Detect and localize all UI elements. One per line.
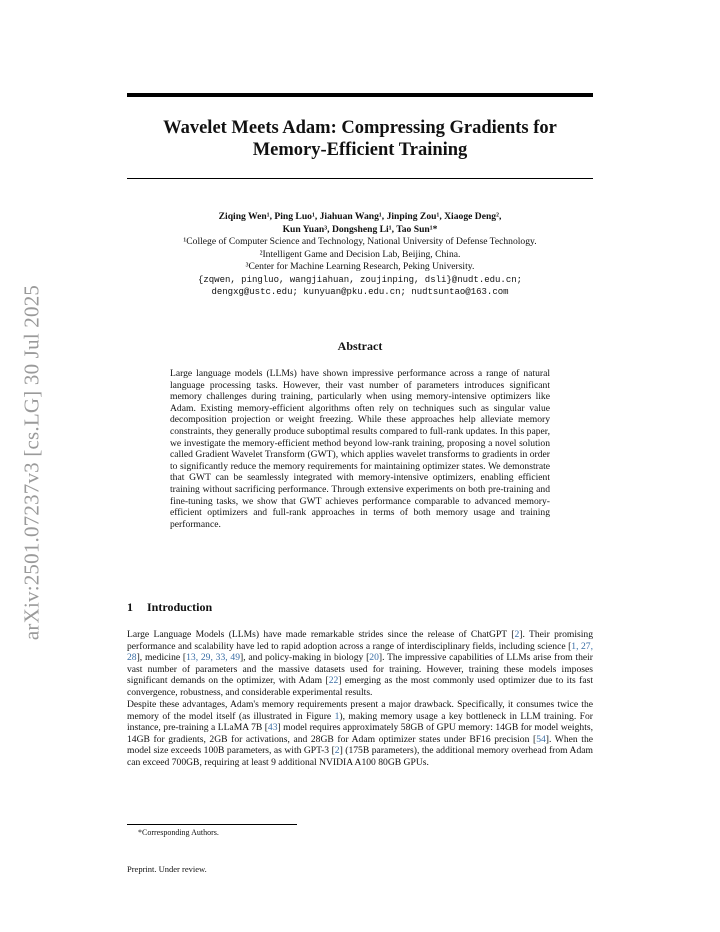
- text-run: ] emerging as the most commonly used optimizer due to its fast convergence, robustness, and considerable experimental results.: [127, 675, 593, 698]
- affiliation-1: ¹College of Computer Science and Technology, National University of Defense Technology.: [183, 236, 537, 247]
- affiliation-3: ³Center for Machine Learning Research, Peking University.: [245, 261, 475, 272]
- author-names-line2: Kun Yuan³, Dongsheng Li¹, Tao Sun¹*: [282, 223, 438, 235]
- text-run: Large Language Models (LLMs) have made remarkable strides since the release of ChatGPT [: [127, 629, 515, 640]
- title-bottom-rule: [127, 178, 593, 179]
- citation-link[interactable]: 20: [369, 652, 379, 664]
- section-number: 1: [127, 600, 133, 614]
- paper-title: Wavelet Meets Adam: Compressing Gradients for Memory-Efficient Training: [163, 118, 557, 160]
- section-title: Introduction: [147, 600, 213, 614]
- author-emails-2: dengxg@ustc.edu; kunyuan@pku.edu.cn; nudtsuntao@163.com: [211, 287, 509, 297]
- title-top-rule: [127, 93, 593, 97]
- section-heading-introduction: [127, 600, 593, 615]
- preprint-note: Preprint. Under review.: [127, 864, 207, 874]
- citation-link[interactable]: 13, 29, 33, 49: [186, 652, 241, 664]
- author-block: [127, 211, 593, 299]
- footnote-corresponding-authors: *Corresponding Authors.: [138, 828, 219, 837]
- citation-link[interactable]: 54: [536, 733, 546, 745]
- author-emails-1: {zqwen, pingluo, wangjiahuan, zoujinping, dsli}@nudt.edu.cn;: [197, 274, 523, 285]
- footnote-rule: [127, 824, 297, 825]
- citation-link[interactable]: 22: [328, 675, 339, 687]
- citation-link[interactable]: 2: [514, 629, 520, 640]
- text-run: ], and policy-making in biology [: [240, 652, 370, 664]
- abstract-heading: Abstract: [337, 339, 383, 353]
- text-run: ], medicine [: [136, 652, 187, 664]
- text-run: ] (175B parameters), the additional memory overhead from Adam can exceed 700GB, requiring at least 9 additional NVIDIA A100 80GB GPUs.: [127, 745, 593, 768]
- text-run: ]. When the model size exceeds 100B parameters, as with GPT-3 [: [127, 733, 593, 757]
- intro-paragraph-1: [127, 629, 593, 699]
- citation-link[interactable]: 2: [334, 745, 340, 757]
- citation-link[interactable]: 1, 27, 28: [127, 640, 593, 664]
- arxiv-id-text: arXiv:2501.07237v3 [cs.LG] 30 Jul 2025: [19, 284, 44, 641]
- text-run: ] model requires approximately 58GB of GPU memory: 14GB for model weights, 14GB for gradients, 2GB for activations, and 28GB for Adam optimizer states under BF16 precision [: [127, 722, 593, 745]
- text-run: Despite these advantages, Adam's memory requirements present a major drawback. Specifically, it consumes twice the memory of the model itself (as illustrated in Figure: [127, 699, 593, 722]
- text-run: ]. Their promising performance and scalability have led to rapid adoption across a range of interdisciplinary fields, including science [: [127, 629, 594, 652]
- citation-link[interactable]: 43: [267, 722, 278, 734]
- text-run: ]. The impressive capabilities of LLMs arise from their vast number of parameters and the massive datasets used for training. However, training these models imposes significant demands on the optimizer, with Adam [: [127, 652, 594, 687]
- affiliation-2: ²Intelligent Game and Decision Lab, Beijing, China.: [259, 248, 461, 260]
- intro-paragraph-2: [127, 699, 593, 769]
- author-names-line1: Ziqing Wen¹, Ping Luo¹, Jiahuan Wang¹, Jinping Zou¹, Xiaoge Deng²,: [218, 211, 502, 222]
- abstract-text: Large language models (LLMs) have shown impressive performance across a range of natural language processing tasks. However, their vast number of parameters introduces significant memory challenges during training, particularly when using memory-intensive optimizers like Adam. Existing memory-efficient algorithms often rely on techniques such as singular value decomposition projection or weight freezing. While these approaches help alleviate memory constraints, they generally produce suboptimal results compared to full-rank updates. In this paper, we investigate the memory-efficient method beyond low-rank training, proposing a novel solution called Gradient Wavelet Transform (GWT), which applies wavelet transforms to gradients in order to significantly reduce the memory requirements for maintaining optimizer states. We demonstrate that GWT can be seamlessly integrated with memory-intensive optimizers, enabling efficient training without sacrificing performance. Through extensive experiments on both pre-training and fine-tuning tasks, we show that GWT achieves performance comparable to advanced memory-efficient optimizers and full-rank approaches in terms of both memory usage and training performance.: [170, 368, 550, 530]
- text-run: ), making memory usage a key bottleneck in LLM training. For instance, pre-training a LLaMA 7B [: [127, 710, 593, 734]
- figure-link[interactable]: 1: [334, 710, 340, 722]
